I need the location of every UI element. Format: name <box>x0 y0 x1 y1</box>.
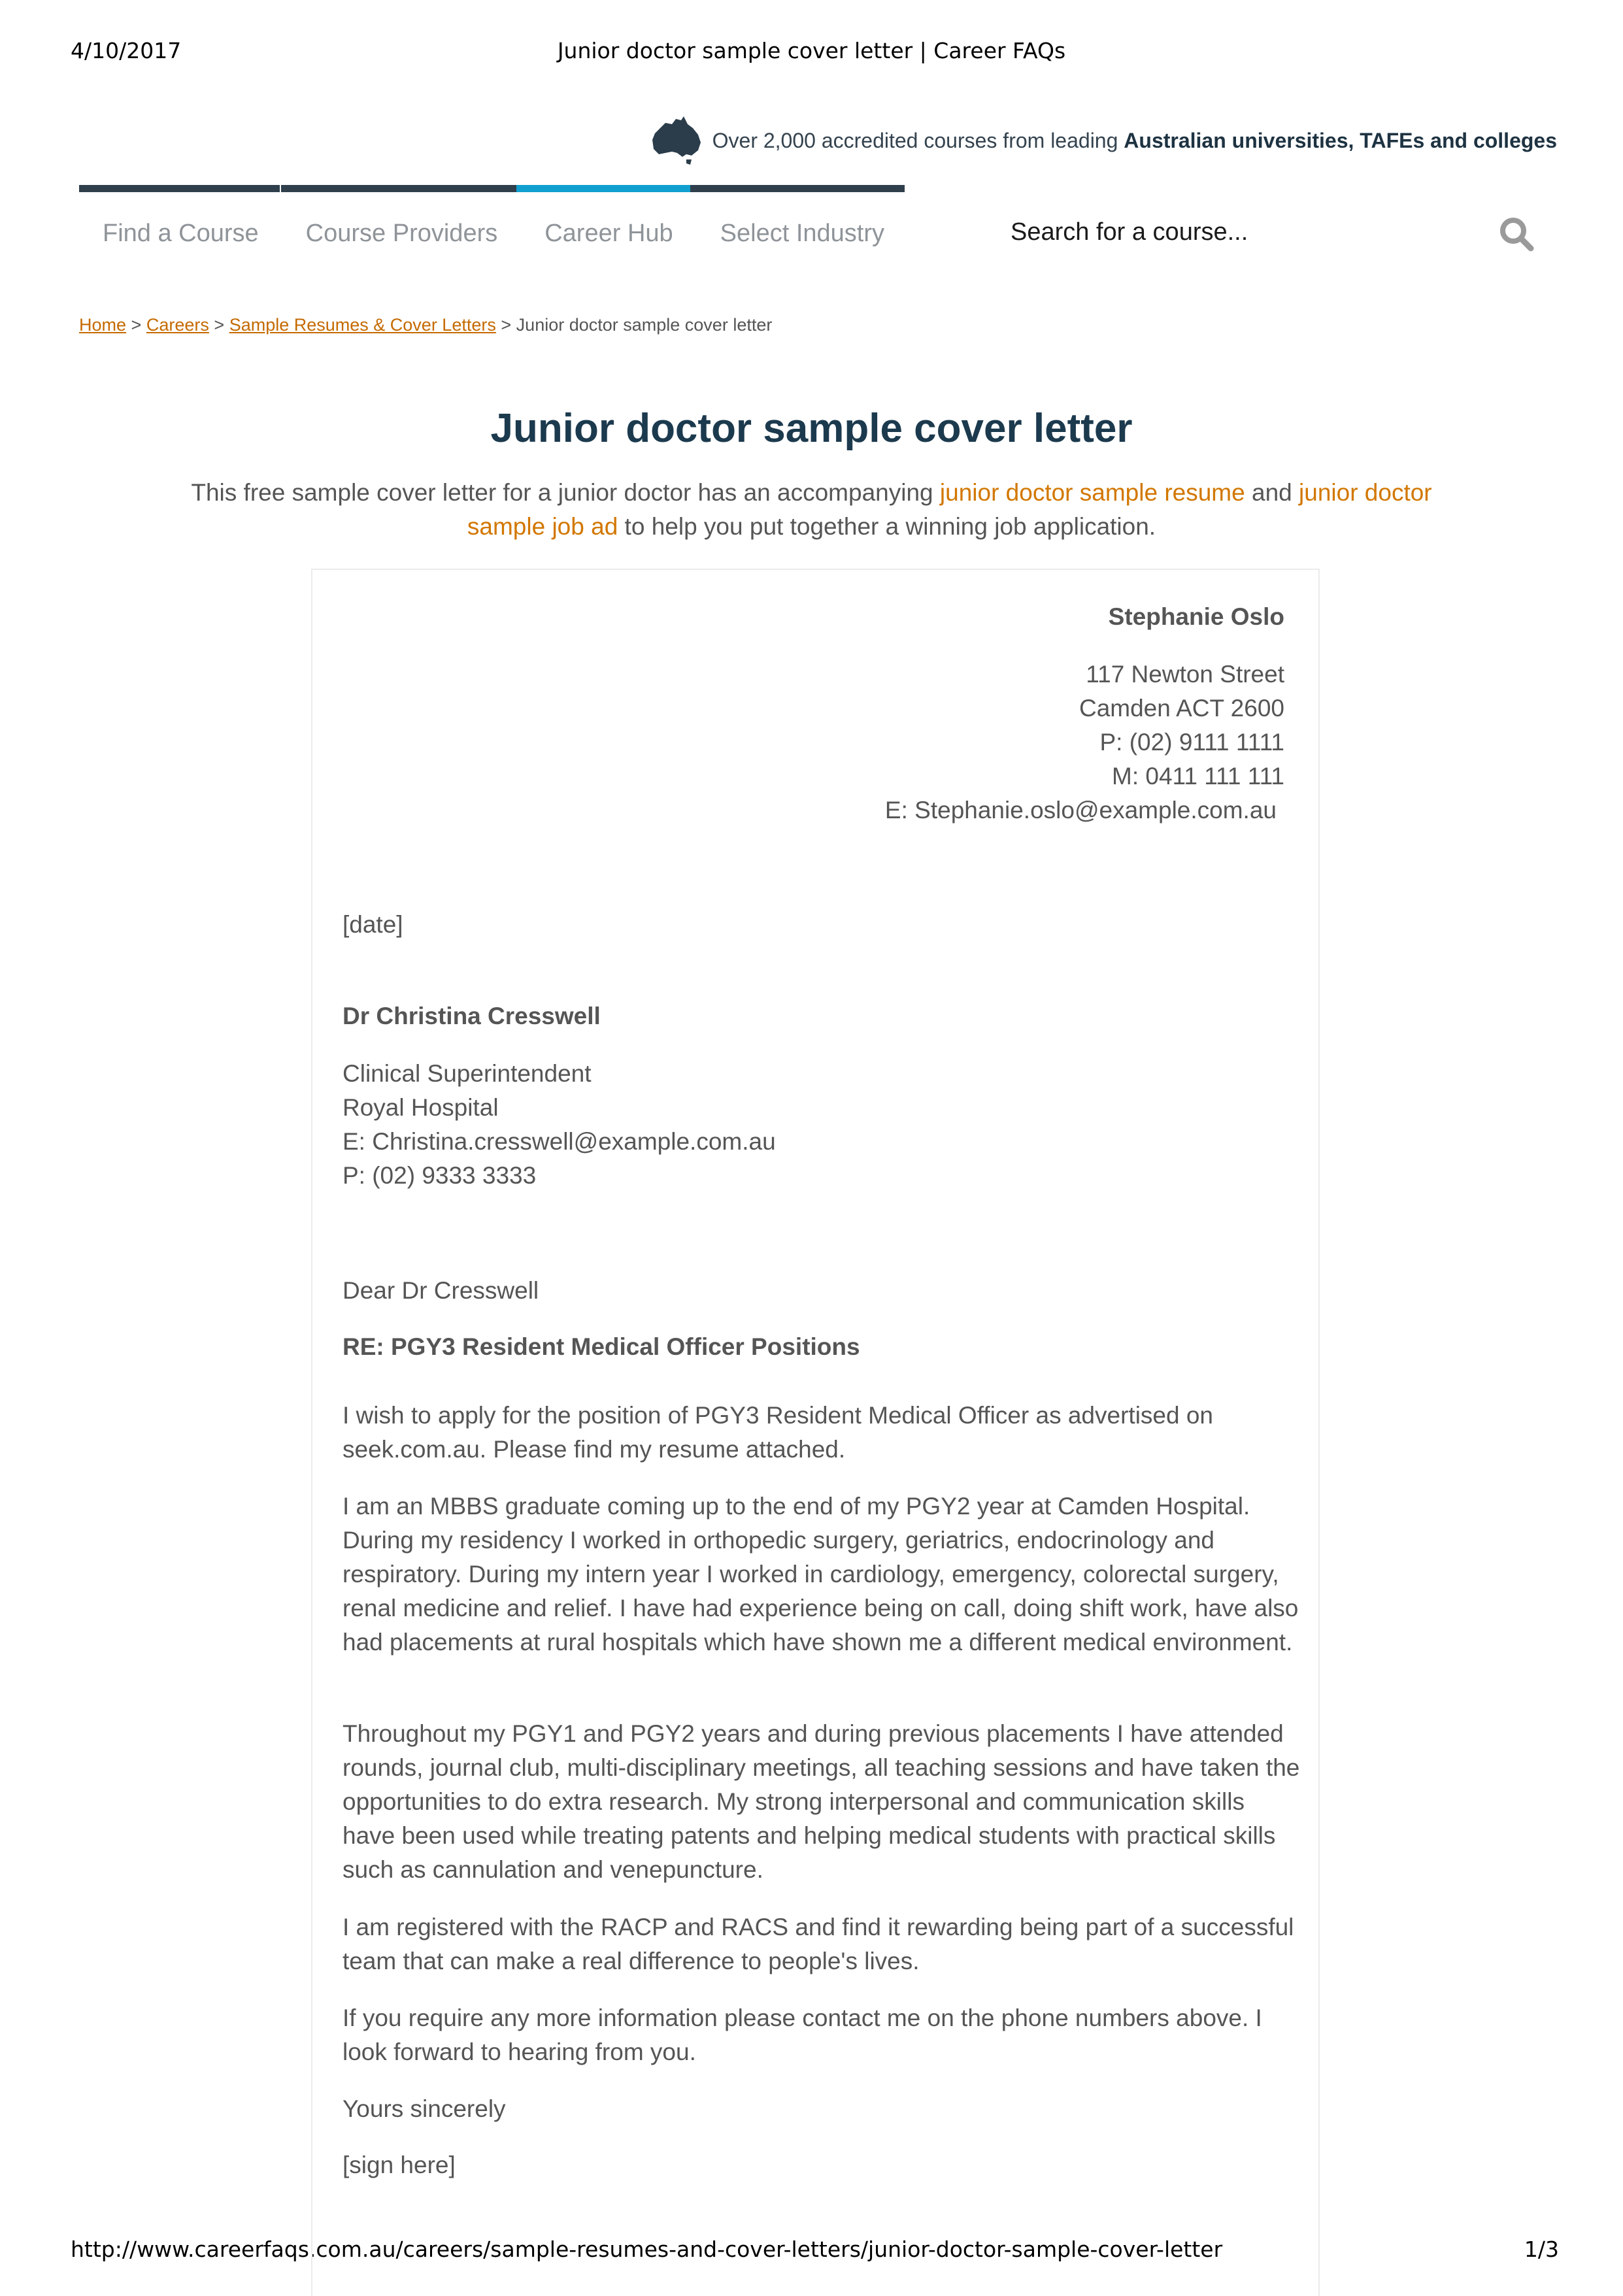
closing: Yours sincerely <box>343 2095 506 2122</box>
recipient-title: Clinical Superintendent <box>343 1060 592 1087</box>
search-input[interactable] <box>994 210 1494 254</box>
link-sample-resume[interactable]: junior doctor sample resume <box>939 479 1245 506</box>
letter-paragraph: I am registered with the RACP and RACS and find it rewarding being part of a successful team that can make a real difference to people's lives. <box>343 1914 1294 1974</box>
recipient-name: Dr Christina Cresswell <box>343 1003 601 1029</box>
breadcrumb-current: Junior doctor sample cover letter <box>516 315 773 335</box>
nav-bar-course-providers <box>281 185 516 192</box>
sender-city: Camden ACT 2600 <box>1079 695 1284 722</box>
nav-bar-select-industry <box>690 185 905 192</box>
sender-phone: P: (02) 9111 1111 <box>1099 729 1284 756</box>
nav-bar-find-a-course <box>79 185 280 192</box>
sender-street: 117 Newton Street <box>1086 661 1284 688</box>
nav-select-industry[interactable]: Select Industry <box>720 220 884 247</box>
print-page-number: 1/3 <box>1524 2237 1559 2262</box>
letter-paragraph: I wish to apply for the position of PGY3 Resident Medical Officer as advertised on seek.com.au. Please find my resume attached. <box>343 1402 1213 1463</box>
main-nav <box>79 204 908 267</box>
recipient-email: E: Christina.cresswell@example.com.au <box>343 1128 776 1155</box>
salutation: Dear Dr Cresswell <box>343 1277 539 1304</box>
recipient-org: Royal Hospital <box>343 1094 499 1121</box>
breadcrumb-separator: > <box>131 315 142 335</box>
letter-paragraph: I am an MBBS graduate coming up to the end of my PGY2 year at Camden Hospital. During my residency I worked in orthopedic surgery, geriatrics, endocrinology and respiratory. During my intern year I worked in cardiology, emergency, colorectal surgery, renal medicine and relief. I have had experience being on call, doing shift work, have also had placements at rural hospitals which have shown me a different medical environment. <box>343 1493 1299 1655</box>
intro-text <box>163 476 1460 544</box>
subject-line: RE: PGY3 Resident Medical Officer Positions <box>343 1333 860 1360</box>
promo-text: Over 2,000 accredited courses from leading <box>712 128 1124 152</box>
signature-placeholder: [sign here] <box>343 2152 456 2178</box>
nav-course-providers[interactable]: Course Providers <box>305 220 498 247</box>
intro-before: This free sample cover letter for a junior doctor has an accompanying <box>191 479 940 506</box>
breadcrumb-careers[interactable]: Careers <box>146 315 209 335</box>
nav-bar-career-hub <box>516 185 690 192</box>
sender-mobile: M: 0411 111 111 <box>1112 763 1284 790</box>
australia-map-icon <box>650 115 703 166</box>
nav-career-hub[interactable]: Career Hub <box>544 220 673 247</box>
breadcrumb-separator: > <box>501 315 512 335</box>
search-icon[interactable] <box>1497 214 1536 254</box>
promo-banner <box>650 115 1557 166</box>
print-title: Junior doctor sample cover letter | Career FAQs <box>557 38 1066 63</box>
intro-after: to help you put together a winning job application. <box>618 513 1156 540</box>
nav-indicator-bars <box>79 185 905 192</box>
promo-bold-text: Australian universities, TAFEs and colleges <box>1124 128 1557 152</box>
link-sample-job-ad[interactable]: junior doctor sample job ad <box>467 479 1432 540</box>
intro-mid: and <box>1245 479 1299 506</box>
letter-paragraph: Throughout my PGY1 and PGY2 years and during previous placements I have attended rounds, journal club, multi-disciplinary meetings, all teaching sessions and have taken the opportunities to do extra research. My strong interpersonal and communication skills have been used while treating patents and helping medical students with practical skills such as cannulation and venepuncture. <box>343 1720 1300 1883</box>
print-date: 4/10/2017 <box>71 38 182 63</box>
page-title: Junior doctor sample cover letter <box>490 406 1133 451</box>
letter-date: [date] <box>343 911 403 938</box>
recipient-phone: P: (02) 9333 3333 <box>343 1162 537 1189</box>
nav-find-a-course[interactable]: Find a Course <box>103 220 259 247</box>
breadcrumb-samples[interactable]: Sample Resumes & Cover Letters <box>229 315 496 335</box>
print-url: http://www.careerfaqs.com.au/careers/sample-resumes-and-cover-letters/junior-doctor-sample-cover-letter <box>71 2237 1223 2262</box>
sender-name: Stephanie Oslo <box>1108 603 1284 630</box>
search-bar <box>994 196 1556 268</box>
breadcrumb-home[interactable]: Home <box>79 315 127 335</box>
breadcrumb-separator: > <box>214 315 225 335</box>
sender-email: E: Stephanie.oslo@example.com.au <box>884 797 1277 824</box>
letter-paragraph: If you require any more information please contact me on the phone numbers above. I look forward to hearing from you. <box>343 2005 1262 2065</box>
breadcrumb <box>79 315 772 335</box>
